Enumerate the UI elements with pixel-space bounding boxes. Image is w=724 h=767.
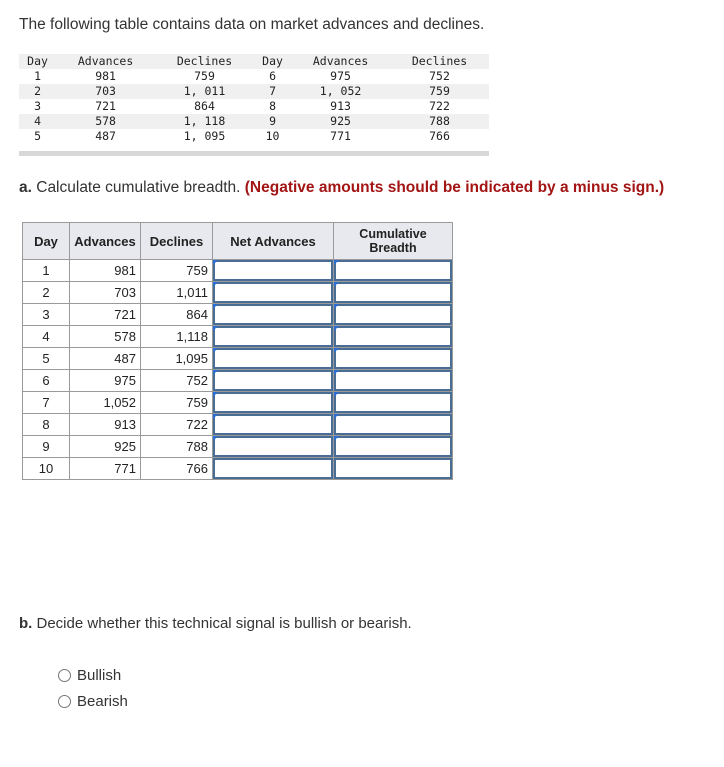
source-cell: 759 <box>194 69 215 83</box>
answer-day-cell: 2 <box>23 282 70 304</box>
cumulative-breadth-input[interactable] <box>334 304 452 325</box>
net-advances-input[interactable] <box>213 348 333 369</box>
answer-declines-cell: 752 <box>141 370 213 392</box>
cumulative-breadth-input[interactable] <box>334 326 452 347</box>
source-cell: 4 <box>19 114 56 129</box>
source-cell: 981 <box>95 69 116 83</box>
answer-header-day: Day <box>23 223 70 260</box>
source-cell: 864 <box>194 99 215 113</box>
answer-advances-cell: 771 <box>70 458 141 480</box>
cumulative-breadth-cell <box>334 370 453 392</box>
answer-header-net-advances: Net Advances <box>213 223 334 260</box>
net-advances-cell <box>213 458 334 480</box>
cumulative-breadth-cell <box>334 304 453 326</box>
source-cell: 1 <box>34 69 42 83</box>
net-advances-cell <box>213 348 334 370</box>
source-cell: 1, 095 <box>183 129 226 143</box>
source-table-row <box>19 99 489 114</box>
source-cell: 703 <box>56 84 155 99</box>
answer-table-row <box>23 436 453 458</box>
answer-header-cumulative-breadth: Cumulative Breadth <box>334 223 453 260</box>
net-advances-cell <box>213 326 334 348</box>
source-cell: 759 <box>390 84 489 99</box>
answer-declines-cell: 759 <box>141 260 213 282</box>
answer-day-cell: 7 <box>23 392 70 414</box>
cumulative-breadth-input[interactable] <box>334 392 452 413</box>
bearish-radio[interactable] <box>58 695 71 708</box>
answer-advances-cell: 981 <box>70 260 141 282</box>
bullish-label: Bullish <box>77 667 122 684</box>
answer-advances-cell: 975 <box>70 370 141 392</box>
source-cell: 1, 052 <box>291 84 390 99</box>
part-a-prompt <box>19 179 664 197</box>
cumulative-breadth-input[interactable] <box>334 458 452 479</box>
net-advances-cell <box>213 392 334 414</box>
source-cell: 2 <box>19 84 56 99</box>
source-header-day: Day <box>19 54 56 69</box>
net-advances-input[interactable] <box>213 414 333 435</box>
source-header-advances-2: Advances <box>291 54 390 69</box>
cumulative-breadth-input[interactable] <box>334 436 452 457</box>
net-advances-cell <box>213 282 334 304</box>
bullish-radio[interactable] <box>58 669 71 682</box>
answer-table-row <box>23 458 453 480</box>
source-cell: 3 <box>34 99 42 113</box>
answer-declines-cell: 788 <box>141 436 213 458</box>
source-table-row <box>19 114 489 129</box>
part-b-label: b. <box>19 615 33 632</box>
source-cell: 6 <box>269 69 276 83</box>
net-advances-input[interactable] <box>213 260 333 281</box>
cumulative-breadth-input[interactable] <box>334 282 452 303</box>
source-header-advances: Advances <box>56 54 155 69</box>
option-bullish[interactable] <box>58 667 121 684</box>
cumulative-breadth-input[interactable] <box>334 260 452 281</box>
source-cell: 913 <box>330 99 351 113</box>
answer-day-cell: 5 <box>23 348 70 370</box>
source-header-day-2: Day <box>254 54 291 69</box>
answer-day-cell: 1 <box>23 260 70 282</box>
net-advances-input[interactable] <box>213 304 333 325</box>
answer-declines-cell: 1,095 <box>141 348 213 370</box>
source-cell: 5 <box>34 129 42 143</box>
answer-table-row <box>23 348 453 370</box>
answer-day-cell: 9 <box>23 436 70 458</box>
answer-table <box>22 222 453 480</box>
cumulative-breadth-cell <box>334 282 453 304</box>
source-table-header <box>19 54 489 69</box>
answer-day-cell: 10 <box>23 458 70 480</box>
part-a-text: Calculate cumulative breadth. <box>31 179 245 196</box>
source-cell: 9 <box>254 114 291 129</box>
source-cell: 766 <box>429 129 450 143</box>
source-cell: 487 <box>95 129 116 143</box>
answer-header-advances: Advances <box>70 223 141 260</box>
source-cell: 1, 118 <box>155 114 254 129</box>
answer-table-row <box>23 326 453 348</box>
source-cell: 1, 011 <box>155 84 254 99</box>
source-cell: 752 <box>429 69 450 83</box>
source-table-row <box>19 69 489 84</box>
answer-advances-cell: 913 <box>70 414 141 436</box>
cumulative-breadth-cell <box>334 458 453 480</box>
option-bearish[interactable] <box>58 693 128 710</box>
answer-advances-cell: 703 <box>70 282 141 304</box>
source-cell: 975 <box>330 69 351 83</box>
answer-table-header <box>23 223 453 260</box>
answer-day-cell: 6 <box>23 370 70 392</box>
answer-declines-cell: 722 <box>141 414 213 436</box>
source-cell: 721 <box>95 99 116 113</box>
cumulative-breadth-input[interactable] <box>334 414 452 435</box>
answer-advances-cell: 1,052 <box>70 392 141 414</box>
net-advances-cell <box>213 414 334 436</box>
net-advances-input[interactable] <box>213 370 333 391</box>
answer-declines-cell: 759 <box>141 392 213 414</box>
answer-declines-cell: 1,011 <box>141 282 213 304</box>
source-table-row <box>19 129 489 144</box>
cumulative-breadth-cell <box>334 414 453 436</box>
source-cell: 578 <box>56 114 155 129</box>
cumulative-breadth-cell <box>334 348 453 370</box>
answer-header-declines: Declines <box>141 223 213 260</box>
source-header-declines: Declines <box>155 54 254 69</box>
answer-declines-cell: 766 <box>141 458 213 480</box>
net-advances-input[interactable] <box>213 282 333 303</box>
source-header-declines-2: Declines <box>390 54 489 69</box>
cumulative-breadth-cell <box>334 326 453 348</box>
bearish-label: Bearish <box>77 693 128 710</box>
source-cell: 925 <box>291 114 390 129</box>
answer-advances-cell: 925 <box>70 436 141 458</box>
part-a-label: a. <box>19 179 32 196</box>
answer-declines-cell: 1,118 <box>141 326 213 348</box>
source-data-table <box>19 54 489 144</box>
cumulative-breadth-cell <box>334 436 453 458</box>
net-advances-input[interactable] <box>213 326 333 347</box>
net-advances-cell <box>213 304 334 326</box>
source-cell: 722 <box>429 99 450 113</box>
answer-table-row <box>23 260 453 282</box>
source-cell: 771 <box>330 129 351 143</box>
cumulative-breadth-cell <box>334 392 453 414</box>
net-advances-input[interactable] <box>213 392 333 413</box>
answer-advances-cell: 721 <box>70 304 141 326</box>
part-b-prompt <box>19 615 412 632</box>
source-cell: 788 <box>390 114 489 129</box>
cumulative-breadth-input[interactable] <box>334 370 452 391</box>
source-table-row <box>19 84 489 99</box>
net-advances-input[interactable] <box>213 458 333 479</box>
answer-table-row <box>23 370 453 392</box>
answer-table-row <box>23 392 453 414</box>
source-cell: 7 <box>254 84 291 99</box>
source-cell: 8 <box>269 99 276 113</box>
net-advances-cell <box>213 260 334 282</box>
answer-day-cell: 8 <box>23 414 70 436</box>
net-advances-cell <box>213 436 334 458</box>
answer-advances-cell: 578 <box>70 326 141 348</box>
cumulative-breadth-cell <box>334 260 453 282</box>
answer-advances-cell: 487 <box>70 348 141 370</box>
answer-table-row <box>23 304 453 326</box>
answer-day-cell: 3 <box>23 304 70 326</box>
net-advances-input[interactable] <box>213 436 333 457</box>
source-table-bottom-bar <box>19 151 489 156</box>
answer-table-row <box>23 414 453 436</box>
answer-declines-cell: 864 <box>141 304 213 326</box>
cumulative-breadth-input[interactable] <box>334 348 452 369</box>
answer-table-row <box>23 282 453 304</box>
answer-day-cell: 4 <box>23 326 70 348</box>
intro-text: The following table contains data on market advances and declines. <box>19 16 485 33</box>
part-b-text: Decide whether this technical signal is bullish or bearish. <box>32 615 412 632</box>
part-a-note: (Negative amounts should be indicated by a minus sign.) <box>244 179 665 196</box>
net-advances-cell <box>213 370 334 392</box>
source-cell: 10 <box>265 129 280 143</box>
